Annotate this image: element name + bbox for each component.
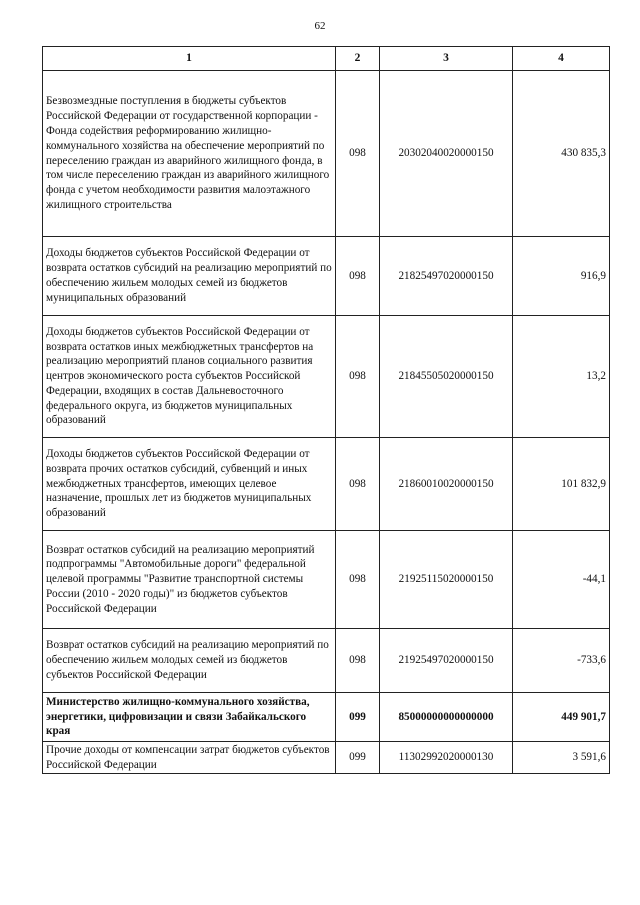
row-admin-code: 098	[336, 629, 380, 693]
row-admin-code: 098	[336, 237, 380, 316]
row-amount: 3 591,6	[513, 742, 610, 774]
row-budget-code: 20302040020000150	[380, 71, 513, 237]
table-row	[43, 71, 610, 237]
row-description: Доходы бюджетов субъектов Российской Федерации от возврата остатков иных межбюджетных трансфертов на реализацию мероприятий планов социального развития центров экономического роста субъектов Российской Федерации, входящих в состав Дальневосточного федерального округа, из бюджетов муниципальных образований	[43, 316, 336, 438]
table-row	[43, 438, 610, 531]
row-amount: -44,1	[513, 531, 610, 629]
row-description: Возврат остатков субсидий на реализацию мероприятий подпрограммы "Автомобильные дороги" федеральной целевой программы "Развитие транспортной системы России (2010 - 2020 годы)" из бюджетов субъектов Российской Федерации	[43, 531, 336, 629]
table-header-row	[43, 47, 610, 71]
row-description: Министерство жилищно-коммунального хозяйства, энергетики, цифровизации и связи Забайкальского края	[43, 693, 336, 742]
row-admin-code: 098	[336, 71, 380, 237]
row-budget-code: 11302992020000130	[380, 742, 513, 774]
row-admin-code: 098	[336, 438, 380, 531]
row-amount: 430 835,3	[513, 71, 610, 237]
row-admin-code: 098	[336, 316, 380, 438]
row-budget-code: 21845505020000150	[380, 316, 513, 438]
table-row	[43, 742, 610, 774]
row-amount: 101 832,9	[513, 438, 610, 531]
column-header-4: 4	[513, 47, 610, 71]
row-amount: -733,6	[513, 629, 610, 693]
table-row	[43, 237, 610, 316]
column-header-1: 1	[43, 47, 336, 71]
row-budget-code: 21925115020000150	[380, 531, 513, 629]
row-description: Доходы бюджетов субъектов Российской Федерации от возврата прочих остатков субсидий, субвенций и иных межбюджетных трансфертов, имеющих целевое назначение, прошлых лет из бюджетов муниципальных образований	[43, 438, 336, 531]
column-header-2: 2	[336, 47, 380, 71]
row-description: Прочие доходы от компенсации затрат бюджетов субъектов Российской Федерации	[43, 742, 336, 774]
table-row	[43, 629, 610, 693]
row-budget-code: 21825497020000150	[380, 237, 513, 316]
revenue-table	[42, 46, 610, 774]
table-row-total	[43, 693, 610, 742]
column-header-3: 3	[380, 47, 513, 71]
row-amount: 916,9	[513, 237, 610, 316]
table-row	[43, 531, 610, 629]
page-number: 62	[314, 20, 326, 32]
row-description: Безвозмездные поступления в бюджеты субъектов Российской Федерации от государственной корпорации - Фонда содействия реформированию жилищно-коммунального хозяйства на обеспечение мероприятий по переселению граждан из аварийного жилищного фонда, в том числе переселению граждан из аварийного жилищного фонда с учетом необходимости развития малоэтажного жилищного строительства	[43, 71, 336, 237]
row-admin-code: 098	[336, 531, 380, 629]
table-row	[43, 316, 610, 438]
row-amount: 449 901,7	[513, 693, 610, 742]
row-admin-code: 099	[336, 693, 380, 742]
row-description: Возврат остатков субсидий на реализацию мероприятий по обеспечению жильем молодых семей из бюджетов субъектов Российской Федерации	[43, 629, 336, 693]
row-budget-code: 85000000000000000	[380, 693, 513, 742]
row-admin-code: 099	[336, 742, 380, 774]
row-budget-code: 21925497020000150	[380, 629, 513, 693]
row-amount: 13,2	[513, 316, 610, 438]
row-description: Доходы бюджетов субъектов Российской Федерации от возврата остатков субсидий на реализацию мероприятий по обеспечению жильем молодых семей из бюджетов муниципальных образований	[43, 237, 336, 316]
row-budget-code: 21860010020000150	[380, 438, 513, 531]
